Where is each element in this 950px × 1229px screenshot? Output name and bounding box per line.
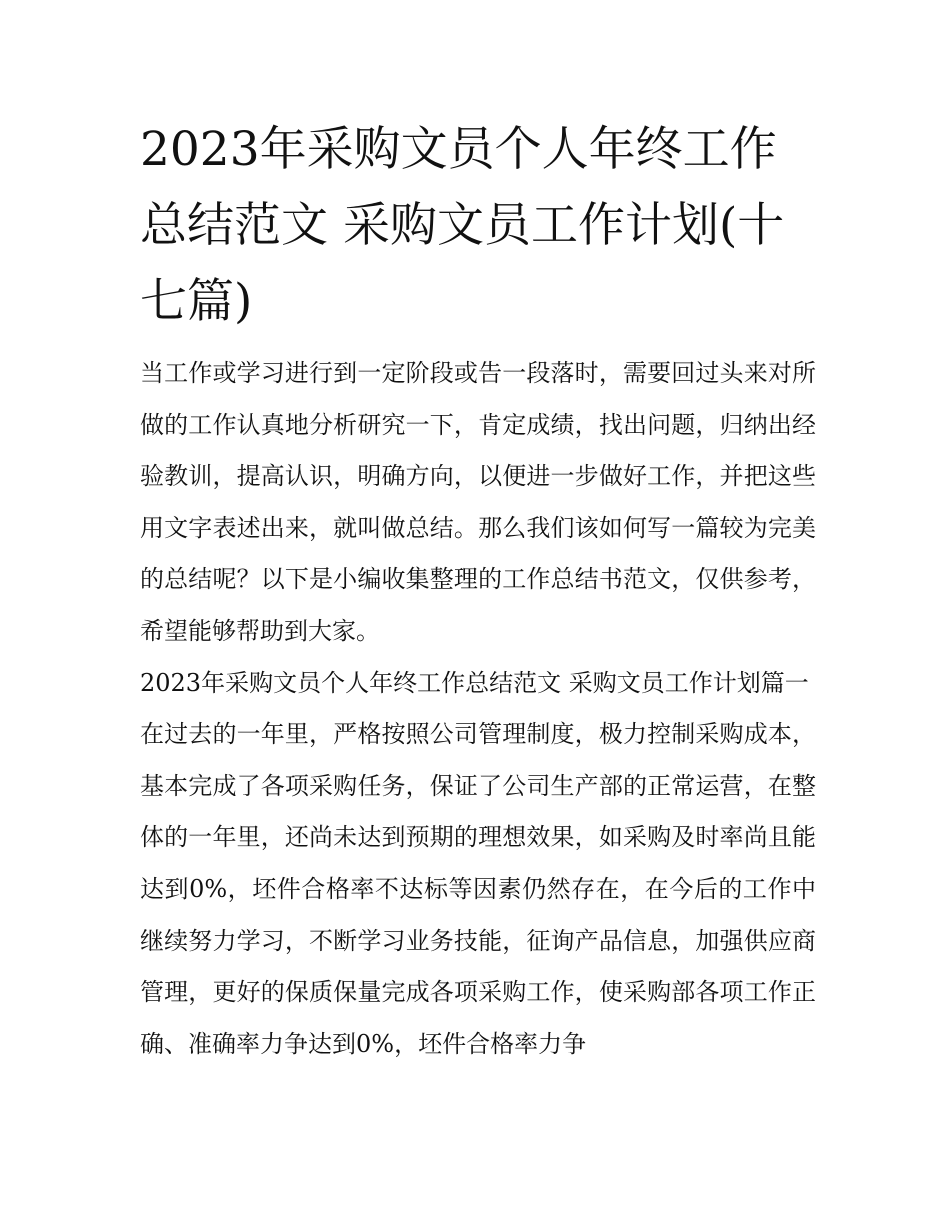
section-heading: 2023年采购文员个人年终工作总结范文 采购文员工作计划篇一 [140,668,809,697]
intro-paragraph: 当工作或学习进行到一定阶段或告一段落时，需要回过头来对所做的工作认真地分析研究一下，肯定成绩，找出问题，归纳出经验教训，提高认识，明确方向，以便进一步做好工作，并把这些用文字表述出来，就叫做总结。那么我们该如何写一篇较为完美的总结呢？以下是小编收集整理的工作总结书范文，仅供参考，希望能够帮助到大家。 [140,359,816,645]
body-paragraph: 在过去的一年里，严格按照公司管理制度，极力控制采购成本，基本完成了各项采购任务，保证了公司生产部的正常运营，在整体的一年里，还尚未达到预期的理想效果，如采购及时率尚且能达到0%，坯件合格率不达标等因素仍然存在，在今后的工作中继续努力学习，不断学习业务技能，征询产品信息，加强供应商管理，更好的保质保量完成各项采购工作，使采购部各项工作正确、准确率力争达到0%，坯件合格率力争 [140,720,816,1058]
document-title: 2023年采购文员个人年终工作总结范文 采购文员工作计划(十七篇) [140,122,785,329]
document-content [140,112,816,1070]
